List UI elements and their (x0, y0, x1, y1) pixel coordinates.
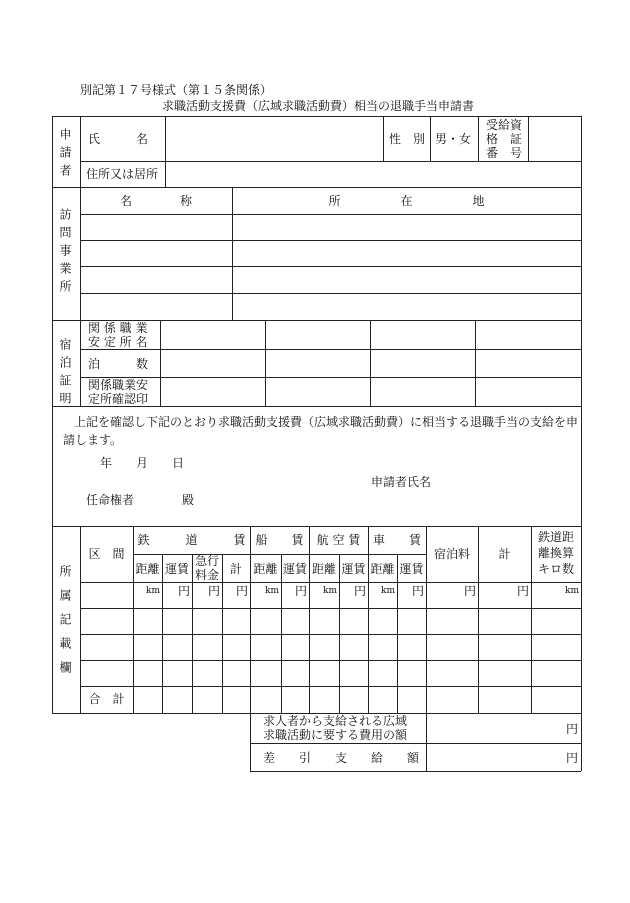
visit-row[interactable] (81, 267, 581, 292)
employer-cost-label-2: 求職活動に要する費用の額 (263, 728, 408, 742)
lodging-nights-label: 泊 数 (88, 357, 149, 371)
net-payment-label: 差 引 支 給 額 (263, 751, 420, 765)
unit-km: km (565, 586, 579, 596)
sub-rail-fare: 運賃 (164, 562, 189, 576)
declaration-date: 年 月 日 (100, 456, 185, 470)
unit-km: km (265, 586, 279, 596)
lodging-seal-label-b: 定所確認印 (88, 392, 149, 406)
unit-yen: 円 (411, 584, 424, 598)
form-number: 別記第１７号様式（第１５条関係） (80, 83, 273, 97)
col-car-label: 車 賃 (372, 533, 421, 547)
lodging-seal-label-a: 関係職業安 (88, 378, 149, 392)
qualification-number-field[interactable] (529, 117, 580, 160)
unit-km: km (381, 586, 395, 596)
applicant-name-label: 申請者氏名 (371, 475, 432, 489)
total-row-label: 合 計 (88, 692, 125, 706)
gender-options: 男・女 (435, 132, 472, 146)
expense-row[interactable] (81, 635, 581, 659)
unit-yen: 円 (177, 584, 190, 598)
gender-selector[interactable] (431, 117, 477, 160)
visit-col-address: 所 在 地 (328, 194, 485, 208)
unit-yen: 円 (207, 584, 220, 598)
applicant-section-label: 申請者 (58, 128, 72, 182)
declaration-line-2: 請します。 (63, 433, 123, 447)
sub-ship-distance: 距離 (253, 562, 278, 576)
unit-yen: 円 (353, 584, 366, 598)
lodging-office-label-a: 関 係 職 業 (88, 321, 148, 335)
lodging-office-label-b: 安 定 所 名 (88, 335, 148, 349)
sub-car-fare: 運賃 (399, 562, 424, 576)
visit-row[interactable] (81, 215, 581, 239)
expense-row[interactable] (81, 609, 581, 633)
unit-km: km (323, 586, 337, 596)
gender-label: 性 別 (389, 132, 426, 146)
unit-yen: 円 (294, 584, 307, 598)
col-rail-km-label-3: キロ数 (537, 562, 574, 576)
col-rail-km-label-1: 鉄道距 (537, 530, 574, 544)
expense-row[interactable] (81, 583, 581, 607)
sub-ship-fare: 運賃 (282, 562, 307, 576)
qualification-label-1: 受給資 (486, 118, 523, 132)
sub-air-distance: 距離 (311, 562, 336, 576)
form-title: 求職活動支援費（広域求職活動費）相当の退職手当申請書 (162, 99, 475, 113)
sub-car-distance: 距離 (370, 562, 395, 576)
qualification-label-2: 格 証 (486, 132, 523, 146)
col-section-label: 区 間 (88, 547, 125, 561)
col-rail-label: 鉄 道 賃 (137, 533, 246, 547)
unit-yen: 円 (463, 584, 476, 598)
sub-rail-express-1: 急行 (194, 554, 219, 568)
visit-row[interactable] (81, 241, 581, 265)
sub-rail-total: 計 (229, 562, 242, 576)
employer-cost-unit: 円 (565, 722, 578, 736)
net-payment-unit: 円 (565, 751, 578, 765)
col-air-label: 航 空 賃 (316, 533, 361, 547)
sub-rail-distance: 距離 (135, 562, 160, 576)
visit-col-name: 名 称 (119, 194, 192, 208)
name-label: 氏 名 (88, 132, 149, 146)
expense-row[interactable] (81, 661, 581, 685)
address-field[interactable] (166, 162, 580, 186)
expense-section-label: 所属記載欄 (58, 565, 72, 685)
qualification-label-3: 番 号 (486, 146, 523, 160)
col-ship-label: 船 賃 (255, 533, 304, 547)
col-total-label: 計 (498, 547, 511, 561)
col-rail-km-label-2: 離換算 (537, 546, 574, 560)
unit-km: km (146, 586, 160, 596)
visit-row[interactable] (81, 294, 581, 319)
unit-yen: 円 (235, 584, 248, 598)
name-field[interactable] (166, 117, 382, 160)
authority-label: 任命権者 殿 (86, 493, 195, 507)
employer-cost-label-1: 求人者から支給される広域 (263, 714, 408, 728)
sub-air-fare: 運賃 (341, 562, 366, 576)
visit-section-label: 訪問事業所 (58, 208, 72, 298)
address-label: 住所又は居所 (86, 167, 159, 181)
declaration-line-1: 上記を確認し下記のとおり求職活動支援費（広域求職活動費）に相当する退職手当の支給を申 (74, 415, 579, 429)
col-lodging-label: 宿泊料 (433, 547, 470, 561)
unit-yen: 円 (516, 584, 529, 598)
sub-rail-express-2: 料金 (194, 568, 219, 582)
lodging-section-label: 宿泊証明 (58, 338, 72, 410)
